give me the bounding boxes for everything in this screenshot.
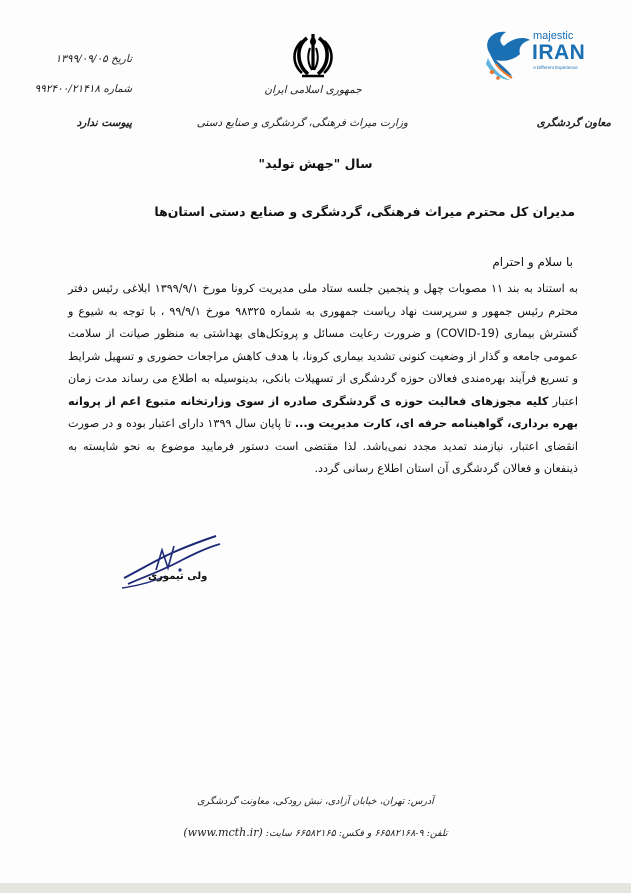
body-part-1: به استناد به بند ۱۱ مصوبات چهل و پنجمین جلسه ستاد ملی مدیریت کرونا مورخ ۱۳۹۹/۹/۱ ابلاغی رئیس دفتر محترم رئیس جمهور و سرپرست نهاد ریاست جمهوری به شماره ۹۸۳۲۵ مورخ ۹۹/۹/۱ ، با توجه به شیوع و گسترش بیماری (COVID-19) و ضرورت رعایت مسائل و پروتکل‌های بهداشتی به منظور صیانت از سلامت عمومی جامعه و گذار از وضعیت کنونی تشدید بیماری کرونا، با هدف کاهش مراجعات حضوری و تسهیل شرایط و تسریع فرآیند بهره‌مندی فعالان حوزه گردشگری از تسهیلات بانکی، بدینوسیله به اطلاع می رساند مدت زمان اعتبار <box>68 282 579 408</box>
footer-contact <box>0 826 631 839</box>
addressee: مدیران کل محترم میراث فرهنگی، گردشگری و صنایع دستی استان‌ها <box>154 204 575 219</box>
signature-scribble <box>116 530 226 592</box>
body-part-2: تا پایان سال ۱۳۹۹ دارای اعتبار بوده و در صورت انقضای اعتبار، نیازمند تمدید مجدد نمی‌باشد. لذا مقتضی است دستور فرمایید موضوع به نحو شایسته به ذینفعان و فعالان گردشگری آن استان اطلاع رسانی گردد. <box>68 417 578 475</box>
greeting: با سلام و احترام <box>492 255 573 269</box>
date-value: ۱۳۹۹/۰۹/۰۵ <box>55 53 108 65</box>
majestic-iran-logo <box>478 24 598 86</box>
number-label: شماره <box>103 83 132 95</box>
deputy-title: معاون گردشگری <box>536 117 611 129</box>
logo-tagline: A Different Experience <box>533 65 578 70</box>
date-label: تاریخ <box>111 53 132 65</box>
emblem-caption-ministry: وزارت میراث فرهنگی، گردشگری و صنایع دستی <box>196 117 408 129</box>
emblem-caption-country: جمهوری اسلامی ایران <box>264 84 362 96</box>
footer-website: (www.mcth.ir) <box>183 826 263 839</box>
year-title: سال "جهش تولید" <box>258 156 373 171</box>
number-line <box>28 83 132 95</box>
date-line <box>28 53 132 65</box>
footer-address: آدرس: تهران، خیابان آزادی، نبش رودکی، معاونت گردشگری <box>197 796 434 807</box>
page-bottom-edge <box>0 883 631 893</box>
footer-phone: تلفن: ۹-۶۶۵۸۲۱۶۸ و فکس: ۶۶۵۸۲۱۶۵ سایت: <box>265 828 448 839</box>
iran-emblem-icon <box>288 30 338 82</box>
signer-name: ولی تیموری <box>148 571 208 582</box>
body-bold-clause: کلیه مجوزهای فعالیت حوزه ی گردشگری صادره از سوی وزارتخانه متبوع اعم از پروانه بهره برداری، گواهینامه حرفه ای، کارت مدیریت و... <box>68 394 578 430</box>
attachment-line: پیوست ندارد <box>76 117 132 129</box>
logo-word-iran: IRAN <box>532 41 586 64</box>
body-paragraph <box>68 278 578 481</box>
number-value: ۹۹۲۴۰۰/۲۱۴۱۸ <box>34 83 101 95</box>
logo-word-majestic: majestic <box>533 30 574 42</box>
